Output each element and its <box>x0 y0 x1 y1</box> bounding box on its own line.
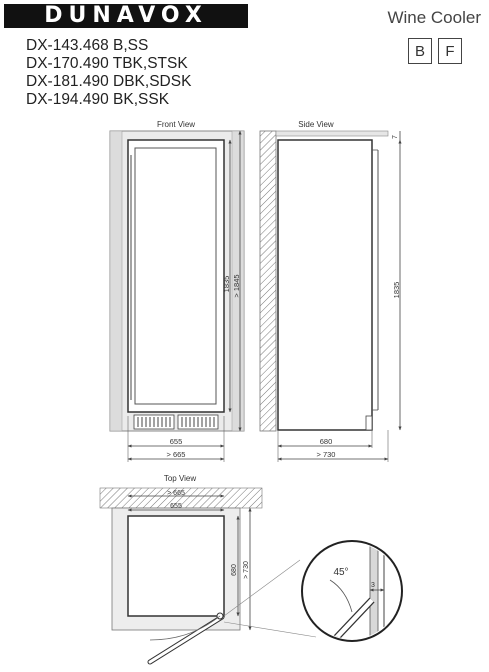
top-view <box>100 474 316 662</box>
top-view-title: Top View <box>163 474 197 483</box>
badge-freestanding: F <box>438 38 462 64</box>
side-wall-hatch <box>260 131 276 431</box>
side-height-label: 1835 <box>392 281 401 299</box>
vent-grille-right <box>178 415 218 429</box>
top-width-label: 655 <box>170 503 182 510</box>
front-view-title: Front View <box>156 120 196 129</box>
front-niche-left-panel <box>110 131 122 431</box>
door-angle-label: 45° <box>333 567 349 578</box>
top-cabinet <box>128 516 224 616</box>
front-height-label: 1835 <box>222 275 231 293</box>
top-niche-width-label: > 665 <box>167 490 185 497</box>
side-top-niche <box>276 131 388 136</box>
badge-built-in: B <box>408 38 432 64</box>
side-depth-label: 680 <box>319 437 333 446</box>
front-view <box>110 120 244 462</box>
side-top-gap-label: 7 <box>392 135 399 139</box>
detail-gap-label: 3 <box>371 582 375 589</box>
hinge-detail <box>302 540 402 655</box>
vent-grille-left <box>134 415 174 429</box>
side-foot <box>366 416 372 430</box>
product-category: Wine Cooler <box>387 8 481 27</box>
side-view <box>260 120 401 462</box>
model-item: DX-143.468 B,SS <box>26 37 149 54</box>
model-item: DX-194.490 BK,SSK <box>26 91 170 108</box>
top-niche-depth-label: > 730 <box>243 561 250 579</box>
side-view-title: Side View <box>298 120 334 129</box>
model-item: DX-170.490 TBK,STSK <box>26 55 188 72</box>
side-cabinet <box>278 140 372 430</box>
side-niche-depth-label: > 730 <box>316 450 336 459</box>
model-item: DX-181.490 DBK,SDSK <box>26 73 192 90</box>
front-width-label: 655 <box>169 437 183 446</box>
front-niche-height-label: > 1845 <box>232 274 241 298</box>
top-depth-label: 680 <box>231 564 238 576</box>
brand-logo: DUNAVOX <box>4 4 248 28</box>
front-glass-door <box>135 148 216 404</box>
front-niche-width-label: > 665 <box>166 450 186 459</box>
